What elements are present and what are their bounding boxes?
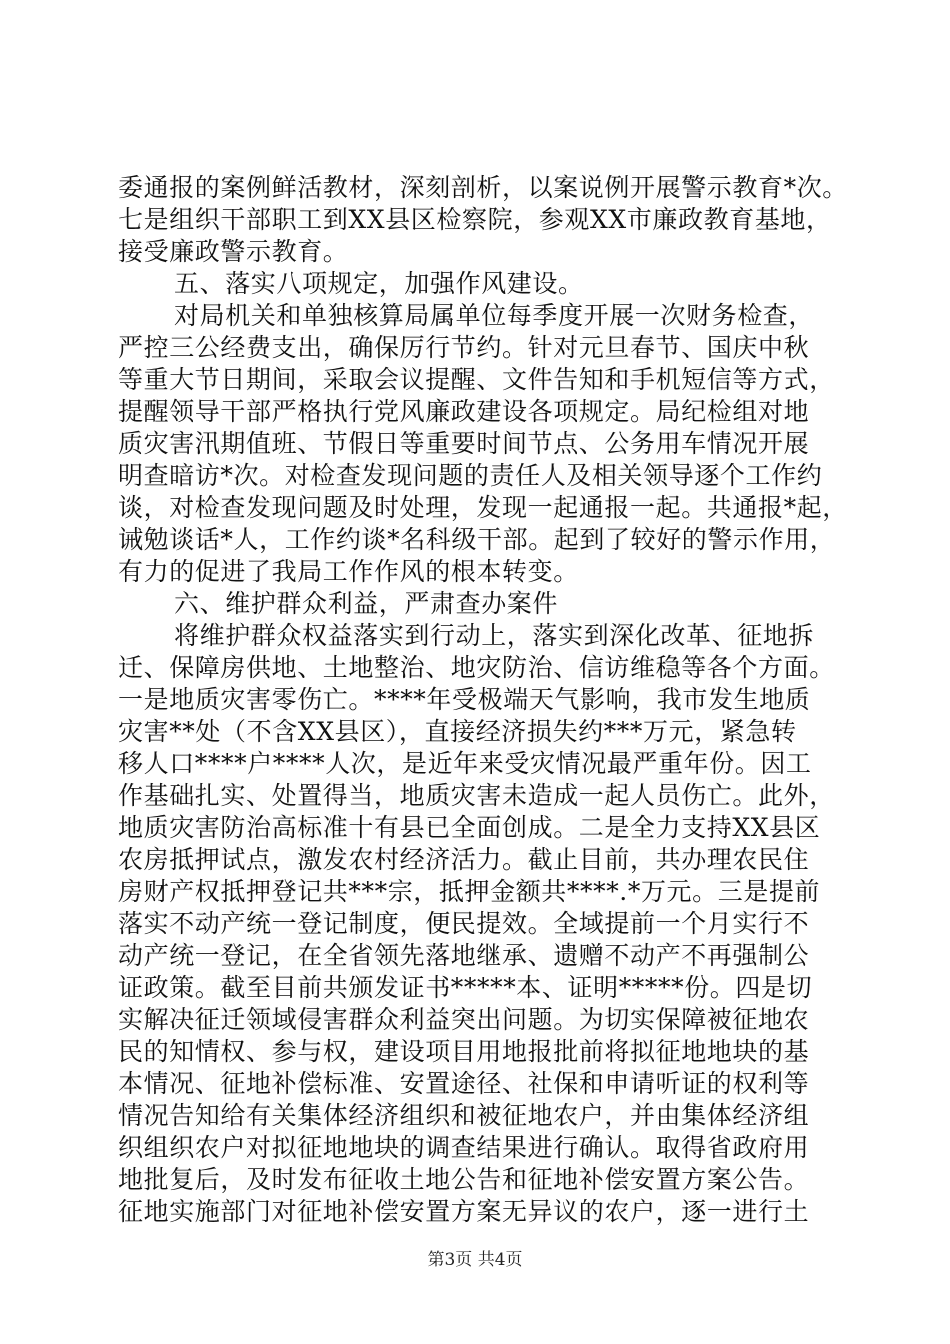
text-line: 地批复后，及时发布征收土地公告和征地补偿安置方案公告。: [118, 1165, 810, 1194]
paragraph-start: 对局机关和单独核算局属单位每季度开展一次财务检查，: [174, 301, 815, 330]
text-line: 等重大节日期间，采取会议提醒、文件告知和手机短信等方式，: [118, 365, 835, 394]
section-heading-5: 五、落实八项规定，加强作风建设。: [174, 269, 584, 298]
text-line: 征地实施部门对征地补偿安置方案无异议的农户，逐一进行土: [118, 1197, 810, 1226]
text-line: 有力的促进了我局工作作风的根本转变。: [118, 557, 579, 586]
page-footer: [0, 1245, 950, 1270]
text-line: 民的知情权、参与权，建设项目用地报批前将拟征地地块的基: [118, 1037, 810, 1066]
text-line: 移人口****户****人次，是近年来受灾情况最严重年份。因工: [118, 749, 812, 778]
text-line: 农房抵押试点，激发农村经济活力。截止目前，共办理农民住: [118, 845, 810, 874]
text-line: 明查暗访*次。对检查发现问题的责任人及相关领导逐个工作约: [118, 461, 823, 490]
text-line: 情况告知给有关集体经济组织和被征地农户，并由集体经济组: [118, 1101, 810, 1130]
text-line: 动产统一登记，在全省领先落地继承、遗赠不动产不再强制公: [118, 941, 810, 970]
text-line: 诫勉谈话*人，工作约谈*名科级干部。起到了较好的警示作用，: [118, 525, 836, 554]
text-line: 提醒领导干部严格执行党风廉政建设各项规定。局纪检组对地: [118, 397, 810, 426]
text-line: 严控三公经费支出，确保厉行节约。针对元旦春节、国庆中秋: [118, 333, 810, 362]
text-line: 织组织农户对拟征地地块的调查结果进行确认。取得省政府用: [118, 1133, 810, 1162]
text-line: 房财产权抵押登记共***宗，抵押金额共****.*万元。三是提前: [118, 877, 821, 906]
text-line: 作基础扎实、处置得当，地质灾害未造成一起人员伤亡。此外，: [118, 781, 835, 810]
text-line: 接受廉政警示教育。: [118, 237, 349, 266]
text-line: 谈，对检查发现问题及时处理，发现一起通报一起。共通报*起，: [118, 493, 848, 522]
section-heading-6: 六、维护群众利益，严肃查办案件: [174, 589, 559, 618]
paragraph-start: 将维护群众权益落实到行动上，落实到深化改革、征地拆: [174, 621, 815, 650]
text-line: 迁、保障房供地、土地整治、地灾防治、信访维稳等各个方面。: [118, 653, 835, 682]
text-line: 委通报的案例鲜活教材，深刻剖析，以案说例开展警示教育*次。: [118, 173, 848, 202]
text-line: 证政策。截至目前共颁发证书*****本、证明*****份。四是切: [118, 973, 813, 1002]
text-line: 地质灾害防治高标准十有县已全面创成。二是全力支持XX县区: [118, 813, 821, 842]
document-body: [118, 172, 848, 1228]
text-line: 本情况、征地补偿标准、安置途径、社保和申请听证的权利等: [118, 1069, 810, 1098]
text-line: 七是组织干部职工到XX县区检察院，参观XX市廉政教育基地，: [118, 205, 832, 234]
text-line: 灾害**处（不含XX县区），直接经济损失约***万元，紧急转: [118, 717, 797, 746]
text-line: 质灾害汛期值班、节假日等重要时间节点、公务用车情况开展: [118, 429, 810, 458]
page-number-label: 第3页 共4页: [427, 1250, 523, 1270]
text-line: 落实不动产统一登记制度，便民提效。全域提前一个月实行不: [118, 909, 810, 938]
text-line: 实解决征迁领域侵害群众利益突出问题。为切实保障被征地农: [118, 1005, 810, 1034]
text-line: 一是地质灾害零伤亡。****年受极端天气影响，我市发生地质: [118, 685, 811, 714]
